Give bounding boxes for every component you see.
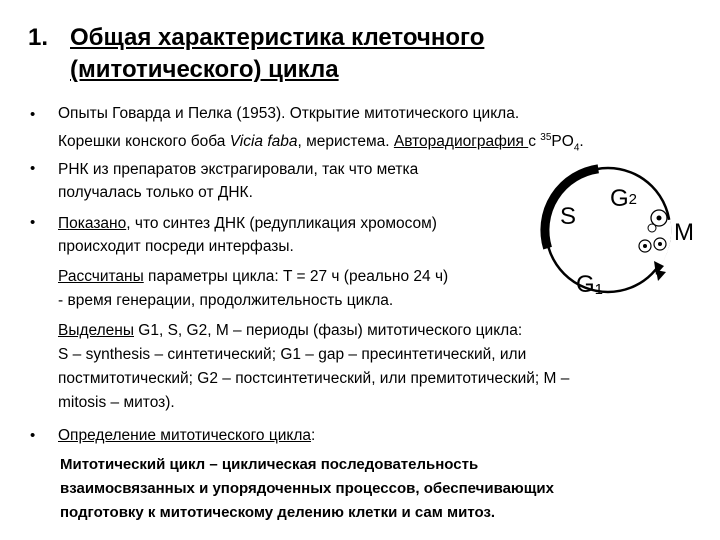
- cycle-arrow-icon: [656, 270, 666, 281]
- paragraph-5-line-3: постмитотический; G2 – постсинтетический, или премитотический; M –: [58, 370, 570, 387]
- paragraph-4-line-1: Рассчитаны параметры цикла: T = 27 ч (реально 24 ч): [58, 268, 449, 285]
- title-line-2: (митотического) цикла: [70, 56, 339, 83]
- bullet-marker: •: [30, 214, 36, 231]
- cell-cycle-diagram: [518, 160, 718, 310]
- paragraph-5-line-2: S – synthesis – синтетический; G1 – gap – пресинтетический, или: [58, 346, 527, 363]
- species-name: Vicia faba: [229, 133, 298, 151]
- chromosome-icon: [643, 244, 647, 248]
- paragraph-5-line-4: mitosis – митоз).: [58, 394, 175, 411]
- chromosome-icon: [657, 216, 662, 221]
- bullet-marker: •: [30, 106, 36, 123]
- paragraph-5-line-1: Выделены G1, S, G2, M – периоды (фазы) митотического цикла:: [58, 322, 523, 339]
- bullet-marker: •: [30, 160, 36, 177]
- label-g2: G2: [610, 185, 638, 212]
- bullet-3-line-2: происходит посреди интерфазы.: [58, 238, 294, 255]
- mitotic-cell-icon: [648, 224, 656, 232]
- bullet-3-line-1: Показано, что синтез ДНК (редупликация хромосом): [58, 215, 437, 232]
- bullet-1-line-2: Корешки конского боба Vicia faba, меристема. Авторадиография с $^{35}PO_4$.: [58, 132, 584, 154]
- definition-link[interactable]: Определение митотического цикла: [58, 427, 312, 444]
- definition-line-1: Митотический цикл – циклическая последовательность: [60, 456, 479, 473]
- bullet-1-line-1: Опыты Говарда и Пелка (1953). Открытие митотического цикла.: [58, 105, 520, 122]
- bullet-2-line-1: РНК из препаратов экстрагировали, так что метка: [58, 161, 419, 178]
- definition-line-3: подготовку к митотическому делению клетки и сам митоз.: [60, 504, 496, 521]
- autoradiography-link[interactable]: Авторадиография: [393, 133, 529, 151]
- label-m: M: [674, 219, 694, 246]
- identified-link[interactable]: Выделены: [58, 322, 134, 339]
- title-line-1: Общая характеристика клеточного: [70, 24, 485, 51]
- chromosome-icon: [658, 242, 662, 246]
- paragraph-4-line-2: - время генерации, продолжительность цикла.: [58, 292, 394, 309]
- label-g1: G1: [576, 271, 604, 298]
- definition-line-2: взаимосвязанных и упорядоченных процессов, обеспечивающих: [60, 480, 554, 497]
- shown-link[interactable]: Показано: [58, 215, 127, 232]
- title-number: 1.: [28, 24, 49, 51]
- bullet-6-line-1: Определение митотического цикла:: [58, 427, 316, 444]
- bullet-2-line-2: получалась только от ДНК.: [58, 184, 253, 201]
- bullet-marker: •: [30, 427, 36, 444]
- label-s: S: [560, 203, 577, 230]
- calculated-link[interactable]: Рассчитаны: [58, 268, 144, 285]
